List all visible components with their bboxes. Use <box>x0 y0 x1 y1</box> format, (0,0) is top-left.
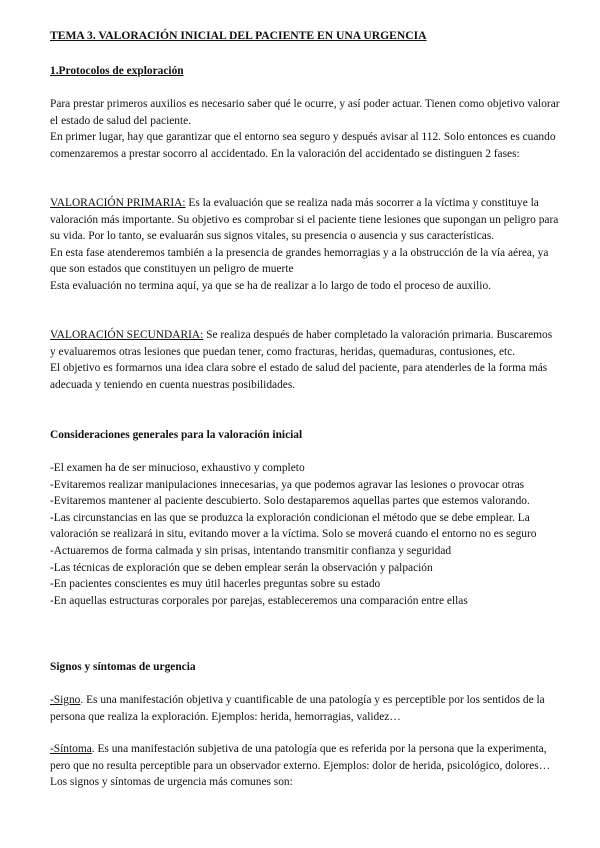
secundaria-paragraph-2: El objetivo es formarnos una idea clara sobre el estado de salud del paciente, para atenderles de la forma más adecuada y teniendo en cuenta nuestras posibilidades. <box>50 362 548 391</box>
primaria-paragraph-1 <box>50 195 560 245</box>
intro-paragraph-1: Para prestar primeros auxilios es necesario saber qué le ocurre, y así poder actuar. Tienen como objetivo valorar el estado de salud del paciente. <box>50 98 560 127</box>
valoracion-primaria <box>50 195 560 295</box>
primaria-term: VALORACIÓN PRIMARIA: <box>50 197 186 209</box>
signo-term: -Signo <box>50 694 81 706</box>
signo-definition: . Es una manifestación objetiva y cuantificable de una patología y es perceptible por los sentidos de la persona que realiza la exploración. Ejemplos: herida, hemorragias, validez… <box>50 694 545 723</box>
signos-closing-line: Los signos y síntomas de urgencia más comunes son: <box>50 776 293 789</box>
list-item: -Las circunstancias en las que se produzca la exploración condicionan el método que se debe emplear. La valoración se realizará in situ, evitando mover a la víctima. Solo se moverá cuando el entorno no es seguro <box>50 511 537 541</box>
consideraciones-heading: Consideraciones generales para la valoración inicial <box>50 429 303 441</box>
primaria-definition: Es la evaluación que se realiza nada más socorrer a la víctima y constituye la valoración más importante. Su objetivo es comprobar si el paciente tiene lesiones que supongan un peligro para su vida. Por lo tanto, se evaluarán sus signos vitales, su presencia o ausencia y sus características. <box>50 197 559 243</box>
consideraciones-list <box>50 460 560 609</box>
signos-heading: Signos y síntomas de urgencia <box>50 661 196 673</box>
list-item: -Evitaremos mantener al paciente descubierto. Solo destaparemos aquellas partes que estemos valorando. <box>50 495 530 508</box>
signo-definition-paragraph <box>50 692 560 725</box>
intro-text <box>50 96 560 162</box>
intro-paragraph-2: En primer lugar, hay que garantizar que el entorno sea seguro y después avisar al 112. Solo entonces es cuando comenzaremos a prestar socorro al accidentado. En la valoración del accidentado se distinguen 2 fases: <box>50 131 556 160</box>
secundaria-term: VALORACIÓN SECUNDARIA: <box>50 329 204 341</box>
sintoma-block <box>50 741 560 791</box>
primaria-paragraph-2: En esta fase atenderemos también a la presencia de grandes hemorragias y a la obstrucción de la vía aérea, ya que son estados que constituyen un peligro de muerte <box>50 246 549 276</box>
valoracion-secundaria <box>50 327 560 393</box>
list-item: -En pacientes conscientes es muy útil hacerles preguntas sobre su estado <box>50 578 381 591</box>
list-item: -En aquellas estructuras corporales por parejas, estableceremos una comparación entre ellas <box>50 594 468 607</box>
sintoma-definition: . Es una manifestación subjetiva de una patología que es referida por la persona que la experimenta, pero que no resulta perceptible para un observador externo. Ejemplos: dolor de herida, psicológico, dolores… <box>50 743 551 772</box>
list-item: -El examen ha de ser minucioso, exhaustivo y completo <box>50 462 305 474</box>
sintoma-definition-paragraph <box>50 741 560 774</box>
secundaria-paragraph-1 <box>50 327 560 360</box>
list-item: -Evitaremos realizar manipulaciones innecesarias, ya que podemos agravar las lesiones o provocar otras <box>50 478 525 491</box>
secundaria-definition: Se realiza después de haber completado la valoración primaria. Buscaremos y evaluaremos otras lesiones que puedan tener, como fracturas, heridas, quemaduras, contusiones, etc. <box>50 329 553 358</box>
document-title: TEMA 3. VALORACIÓN INICIAL DEL PACIENTE EN UNA URGENCIA <box>50 29 427 42</box>
sintoma-term: -Síntoma <box>50 743 92 755</box>
list-item: -Las técnicas de exploración que se deben emplear serán la observación y palpación <box>50 561 433 574</box>
section-heading-protocolos: 1.Protocolos de exploración <box>50 65 184 77</box>
primaria-paragraph-3: Esta evaluación no termina aquí, ya que se ha de realizar a lo largo de todo el proceso de auxilio. <box>50 279 492 292</box>
list-item: -Actuaremos de forma calmada y sin prisas, intentando transmitir confianza y seguridad <box>50 544 452 557</box>
